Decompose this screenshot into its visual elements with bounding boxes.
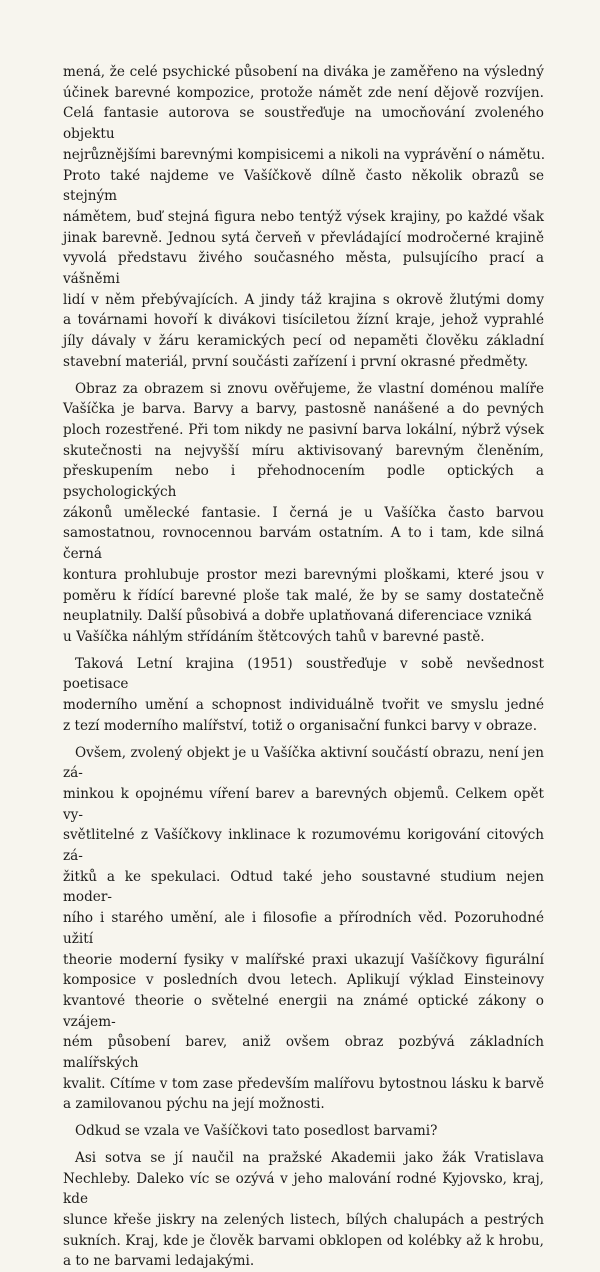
text-line: vyvolá představu živého současného města, pulsujícího prací a vášněmi bbox=[63, 250, 544, 288]
paragraph-6 bbox=[63, 1148, 544, 1272]
text-line: kvalit. Cítíme v tom zase především malířovu bytostnou lásku k barvě bbox=[63, 1075, 544, 1092]
text-line: kontura prohlubuje prostor mezi barevnými ploškami, které jsou v poměru k řídící barevné ploše tak malé, že by se samy dostatečně neuplatnily. Další působivá a dobře uplatňovaná diferenciace vzniká bbox=[63, 566, 544, 625]
text-line: ního i starého umění, ale i filosofie a přírodních věd. Pozoruhodné užití bbox=[63, 910, 544, 947]
paragraph-5 bbox=[63, 1121, 544, 1142]
text-line: moderního umění a schopnost individuálně tvořit ve smyslu jedné bbox=[63, 697, 544, 714]
text-line: světlitelné z Vašíčkovy inklinace k rozumovému korigování citových zá- bbox=[63, 827, 544, 865]
text-line: a továrnami hovoří k divákovi tisíciletou žíznί kraje, jehož vyprahlé bbox=[63, 312, 544, 329]
text-line: jíly dávaly v žáru keramických pecí od nepaměti člověku základní bbox=[63, 333, 544, 350]
text-line: zákonů umělecké fantasie. I černá je u Vašíčka často barvou samostatnou, rovnocennou barvám ostatním. A to i tam, kde silná černá bbox=[63, 504, 544, 563]
text-line: komposice v posledních dvou letech. Aplikují výklad Einsteinovy bbox=[63, 972, 544, 989]
text-line: stavební materiál, první součásti zařízení i první okrasné předměty. bbox=[63, 353, 529, 370]
text-line: slunce křeše jiskry na zelených listech, bílých chalupách a pestrých bbox=[63, 1211, 544, 1228]
text-line: Taková Letní krajina (1951) soustřeďuje v sobě nevšednost poetisace bbox=[63, 655, 544, 693]
text-line: mená, že celé psychické působení na diváka je zaměřeno na výsledný bbox=[63, 64, 544, 80]
text-line: lidí v něm přebývajících. A jindy táž krajina s okrově žlutými domy bbox=[63, 291, 544, 308]
paragraph-4 bbox=[63, 743, 544, 1116]
text-line: Asi sotva se jí naučil na pražské Akademii jako žák Vratislava Nechleby. Daleko víc se ozývá v jeho malování rodné Kyjovsko, kraj, kde bbox=[63, 1149, 544, 1208]
paragraph-1 bbox=[63, 62, 544, 373]
text-line: a zamilovanou pýchu na její možnosti. bbox=[63, 1096, 325, 1113]
text-line: u Vašíčka náhlým střídáním štětcových tahů v barevné pastě. bbox=[63, 628, 485, 645]
text-line: Ovšem, zvolený objekt je u Vašíčka aktivní součástí obrazu, není jen zá- bbox=[63, 744, 544, 782]
text-line: Proto také najdeme ve Vašíčkově dílně často několik obrazů se stejným bbox=[63, 167, 544, 205]
text-line: jinak barevně. Jednou sytá červeň v převládající modročerné krajině bbox=[63, 229, 544, 246]
text-line: žitků a ke spekulaci. Odtud také jeho soustavné studium nejen moder- bbox=[63, 868, 544, 906]
paragraph-3 bbox=[63, 654, 544, 737]
text-line: Obraz za obrazem si znovu ověřujeme, že vlastní doménou malíře bbox=[75, 380, 544, 397]
text-line: theorie moderní fysiky v malířské praxi ukazují Vašíčkovy figurální bbox=[63, 951, 544, 968]
text-line: nejrůznějšími barevnými kompisicemi a nikoli na vyprávění o námětu. bbox=[63, 146, 546, 163]
text-line: Celá fantasie autorova se soustřeďuje na umocňování zvoleného objektu bbox=[63, 105, 544, 143]
text-line: námětem, buď stejná figura nebo tentýž výsek krajiny, po každé však bbox=[63, 208, 544, 225]
text-line: Vašíčka je barva. Barvy a barvy, pastosně nanášené a do pevných bbox=[63, 401, 544, 418]
text-line: z tezí moderního malířství, totiž o organisační funkci barvy v obraze. bbox=[63, 717, 538, 734]
text-line: ném působení barev, aniž ovšem obraz pozbývá základních malířských bbox=[63, 1034, 544, 1072]
text-line: ploch rozestřené. Při tom nikdy ne pasivní barva lokální, nýbrž výsek bbox=[63, 421, 544, 438]
text-line: Odkud se vzala ve Vašíčkovi tato posedlost barvami? bbox=[75, 1123, 438, 1140]
text-line: kvantové theorie o světelné energii na známé optické zákony o vzájem- bbox=[63, 992, 544, 1030]
text-line: účinek barevné kompozice, protože námět zde není dějově rozvíjen. bbox=[63, 84, 544, 101]
text-line: a to ne barvami ledajakými. bbox=[63, 1253, 255, 1270]
text-line: sukních. Kraj, kde je člověk barvami obklopen od kolébky až k hrobu, bbox=[63, 1232, 544, 1249]
paragraph-2 bbox=[63, 379, 544, 648]
text-line: skutečnosti na nejvyšší míru aktivisovaný barevným členěním, přeskupením nebo i přehodnocením podle optických a psychologických bbox=[63, 442, 544, 501]
text-line: minkou k opojnému víření barev a barevných objemů. Celkem opět vy- bbox=[63, 785, 544, 823]
